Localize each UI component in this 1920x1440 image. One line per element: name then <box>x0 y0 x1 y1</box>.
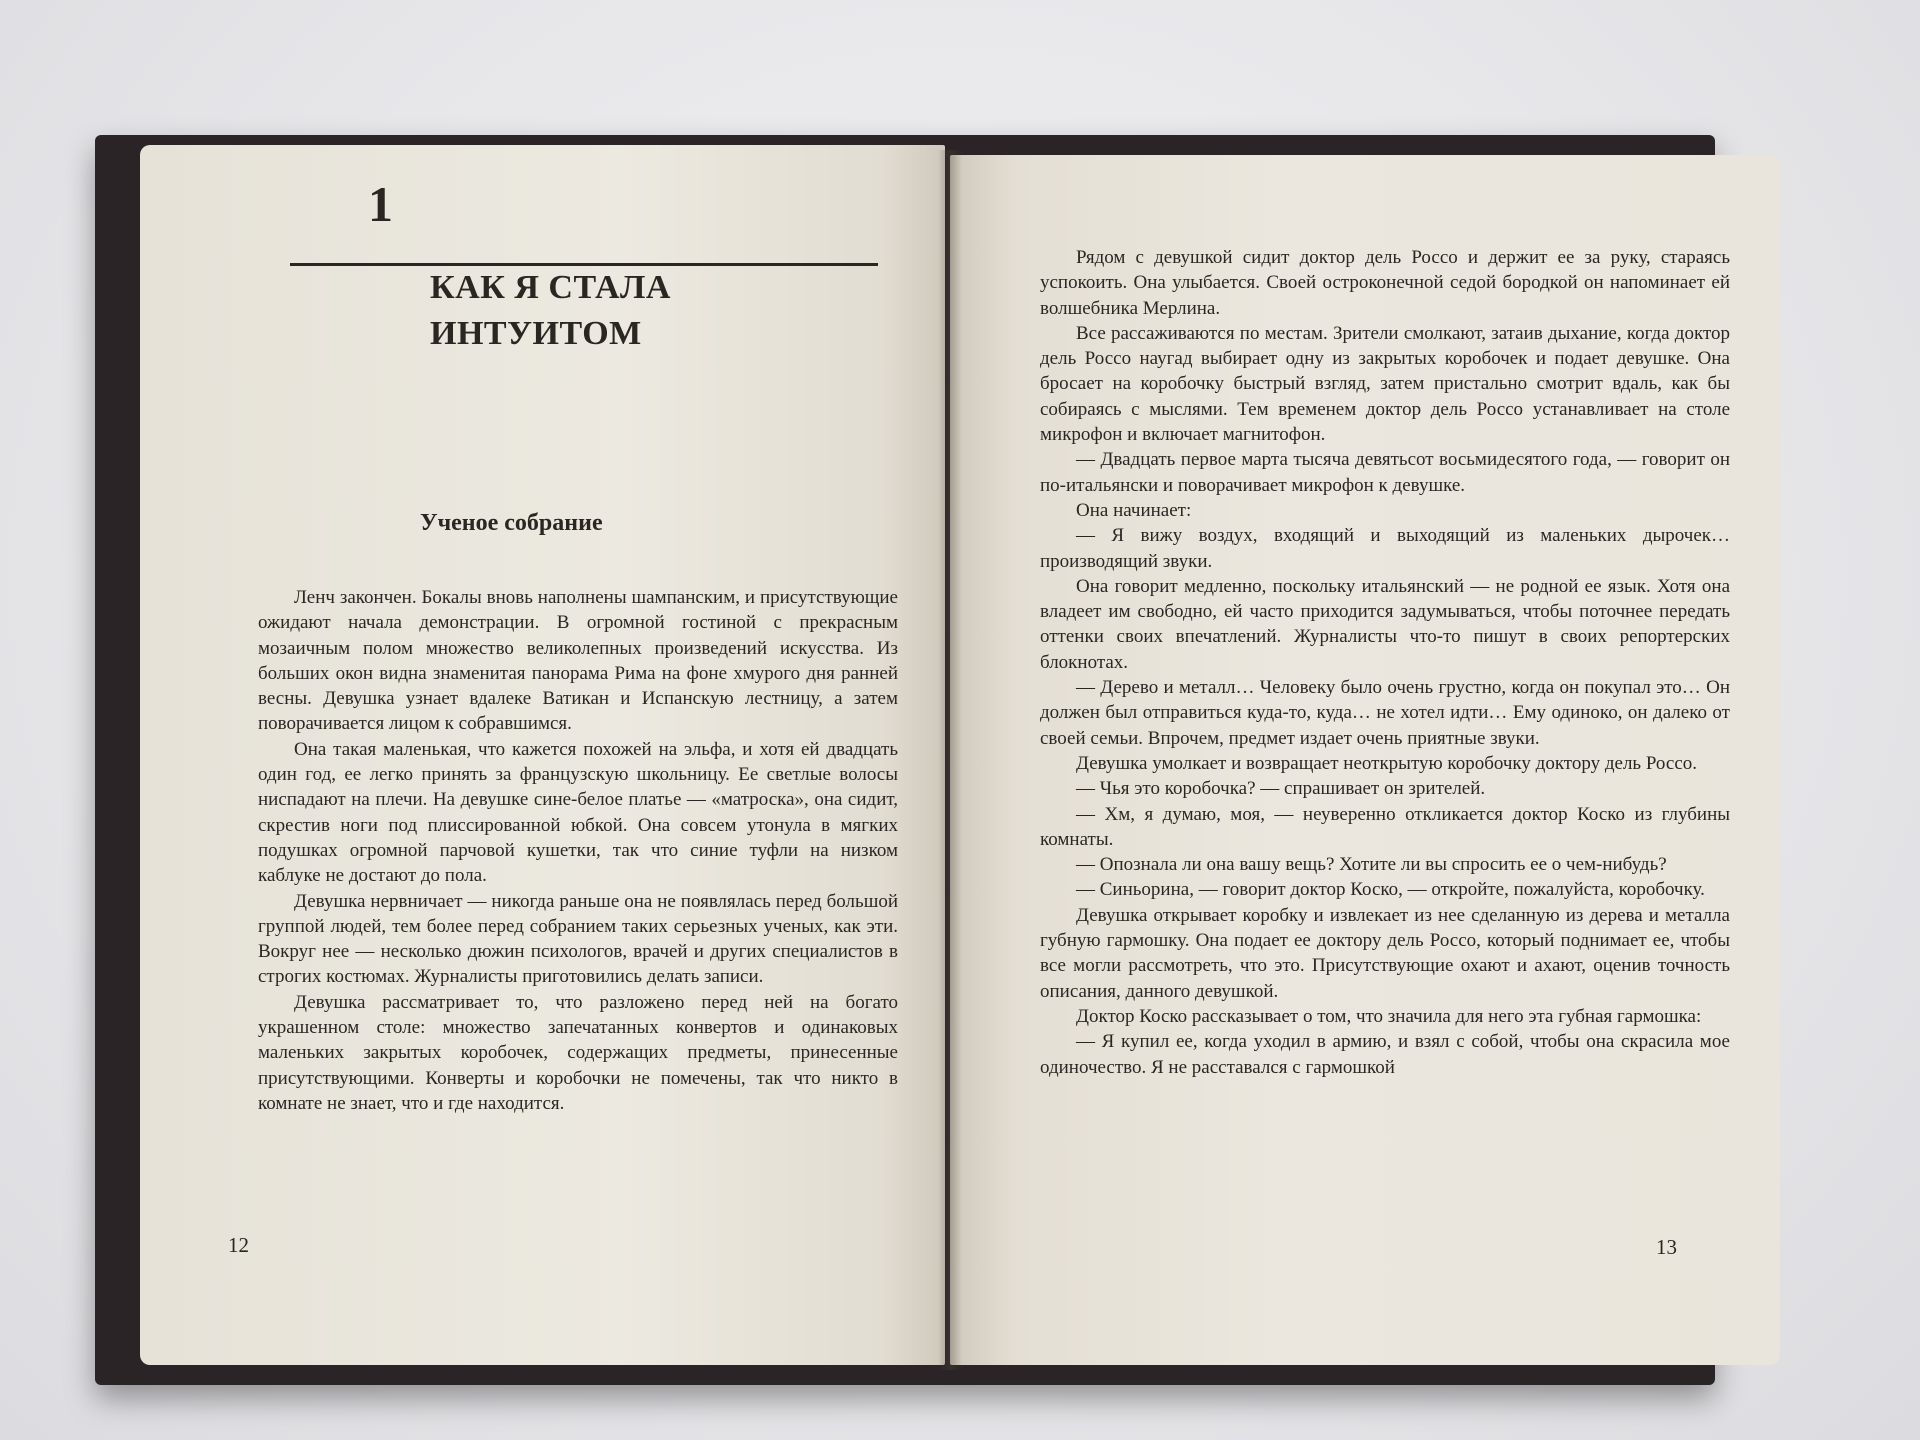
paragraph: Девушка умолкает и возвращает неоткрытую коробочку доктору дель Россо. <box>1076 752 1698 774</box>
paragraph: — Чья это коробочка? — спрашивает он зрителей. <box>1076 778 1486 800</box>
paragraph: Она начинает: <box>1076 499 1192 521</box>
chapter-number: 1 <box>368 176 393 232</box>
paragraph: — Я вижу воздух, входящий и выходящий из маленьких дырочек… производящий звуки. <box>1040 525 1730 572</box>
paragraph: Все рассаживаются по местам. Зрители смолкают, затаив дыхание, когда доктор дель Россо наугад выбирает одну из закрытых коробочек и подает девушке. Она бросает на коробочку быстрый взгляд, затем пристально смотрит вдаль, как бы собираясь с мыслями. Тем временем доктор дель Россо устанавливает на столе микрофон и включает магнитофон. <box>1040 322 1730 446</box>
paragraph: — Я купил ее, когда уходил в армию, и взял с собой, чтобы она скрасила мое одиночество. Я не расставался с гармошкой <box>1040 1031 1730 1078</box>
section-title: Ученое собрание <box>420 510 603 536</box>
paragraph: Девушка рассматривает то, что разложено перед ней на богато украшенном столе: множество запечатанных конвертов и одинаковых маленьких закрытых коробочек, содержащих предметы, принесенные присутствующими. Конверты и коробочки не помечены, так что никто в комнате не знает, что и где находится. <box>258 991 898 1114</box>
right-page <box>950 155 1780 1365</box>
page-number: 12 <box>228 1233 249 1257</box>
paragraph: Ленч закончен. Бокалы вновь наполнены шампанским, и присутствующие ожидают начала демонстрации. В огромной гостиной с прекрасным мозаичным полом множество великолепных произведений искусства. Из больших окон видна знаменитая панорама Рима на фоне хмурого дня ранней весны. Девушка узнает вдалеке Ватикан и Испанскую лестницу, а затем поворачивается лицом к собравшимся. <box>258 587 898 735</box>
right-body-text <box>1040 245 1730 1080</box>
chapter-title-line1: КАК Я СТАЛА <box>430 269 671 306</box>
paragraph: Она говорит медленно, поскольку итальянский — не родной ее язык. Хотя она владеет им свободно, ей часто приходится задумываться, чтобы поточнее передать оттенки своих впечатлений. Журналисты что-то пишут в своих репортерских блокнотах. <box>1040 575 1730 673</box>
left-page <box>140 145 945 1365</box>
page-number: 13 <box>1656 1235 1677 1259</box>
paragraph: Она такая маленькая, что кажется похожей на эльфа, и хотя ей двадцать один год, ее легко принять за французскую школьницу. Ее светлые волосы ниспадают на плечи. На девушке сине-белое платье — «матроска», она сидит, скрестив ноги под плиссированной юбкой. Она совсем утонула в мягких подушках огромной парчовой кушетки, так что синие туфли на низком каблуке не достают до пола. <box>258 738 898 887</box>
paragraph: Девушка нервничает — никогда раньше она не появлялась перед большой группой людей, тем более перед собранием таких серьезных ученых, как эти. Вокруг нее — несколько дюжин психологов, врачей и других специалистов в строгих костюмах. Журналисты приготовились делать записи. <box>258 890 898 988</box>
book-spine-shadow <box>938 150 962 1370</box>
paragraph: Рядом с девушкой сидит доктор дель Россо и держит ее за руку, стараясь успокоить. Она улыбается. Своей остроконечной седой бородкой он напоминает ей волшебника Мерлина. <box>1040 247 1730 319</box>
chapter-title-line2: ИНТУИТОМ <box>430 315 642 352</box>
left-body-text <box>258 585 898 1116</box>
paragraph: — Дерево и металл… Человеку было очень грустно, когда он покупал это… Он должен был отправиться куда-то, куда… не хотел идти… Ему одиноко, он далеко от своей семьи. Впрочем, предмет издает очень приятные звуки. <box>1040 677 1730 749</box>
paragraph: — Двадцать первое марта тысяча девятьсот восьмидесятого года, — говорит он по-итальянски и поворачивает микрофон к девушке. <box>1040 449 1730 496</box>
chapter-title <box>430 265 671 357</box>
paragraph: Доктор Коско рассказывает о том, что значила для него эта губная гармошка: <box>1076 1005 1702 1027</box>
paragraph: Девушка открывает коробку и извлекает из нее сделанную из дерева и металла губную гармошку. Она подает ее доктору дель Россо, который поднимает ее, чтобы все могли рассмотреть, что это. Присутствующие охают и ахают, оценив точность описания, данного девушкой. <box>1040 904 1730 1002</box>
paragraph: — Синьорина, — говорит доктор Коско, — откройте, пожалуйста, коробочку. <box>1076 879 1705 901</box>
paragraph: — Опознала ли она вашу вещь? Хотите ли вы спросить ее о чем-нибудь? <box>1076 854 1667 876</box>
paragraph: — Хм, я думаю, моя, — неуверенно откликается доктор Коско из глубины комнаты. <box>1040 803 1730 850</box>
